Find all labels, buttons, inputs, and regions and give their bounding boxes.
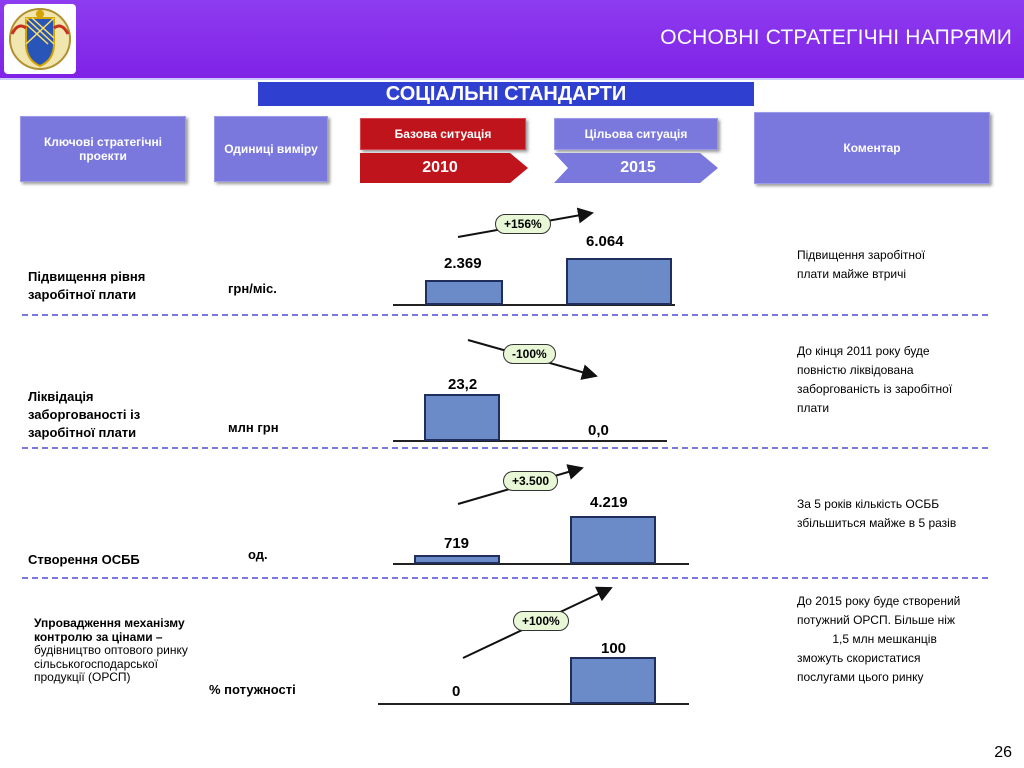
row1-change-badge: +156% (495, 214, 551, 234)
row-divider (22, 314, 988, 316)
row4-label-rest: будівництво оптового ринку сільськогосподарської продукції (ОРСП) (34, 643, 188, 684)
column-header-base (360, 118, 526, 150)
coat-of-arms-logo (4, 4, 76, 74)
row2-change-badge: -100% (503, 344, 556, 364)
row2-unit: млн грн (228, 420, 279, 435)
row3-change-badge: +3.500 (503, 471, 558, 491)
row1-base-value: 2.369 (444, 255, 482, 272)
row2-comment: До кінця 2011 року буде повністю ліквідована заборгованість із заробітної плати (797, 344, 953, 415)
target-year: 2015 (620, 159, 656, 176)
row3-target-value: 4.219 (590, 494, 628, 511)
column-header-units (214, 116, 328, 182)
page-title: ОСНОВНІ СТРАТЕГІЧНІ НАПРЯМИ (660, 26, 1012, 49)
row1-target-value: 6.064 (586, 233, 624, 250)
column-header-comment (754, 112, 990, 184)
row3-unit: од. (248, 547, 268, 562)
row4-comment (797, 592, 969, 687)
section-title: СОЦІАЛЬНІ СТАНДАРТИ (258, 82, 754, 106)
column-header-units-label: Одиниці виміру (224, 142, 318, 156)
row3-base-bar (414, 555, 500, 564)
row3-comment: За 5 років кількість ОСББ збільшиться майже в 5 разів (797, 497, 957, 530)
page-number: 26 (994, 744, 1012, 761)
column-header-target (554, 118, 718, 150)
row4-change-badge: +100% (513, 611, 569, 631)
row1-target-bar (566, 258, 672, 305)
column-header-target-label: Цільова ситуація (584, 127, 688, 141)
row3-target-bar (570, 516, 656, 564)
row3-label: Створення ОСББ (28, 552, 140, 567)
row1-comment: Підвищення заробітної плати майже втричі (797, 248, 926, 281)
column-header-projects-label: Ключові стратегічні проекти (43, 135, 163, 163)
row1-unit: грн/міс. (228, 281, 277, 296)
column-header-comment-label: Коментар (843, 141, 901, 155)
row3-base-value: 719 (444, 535, 470, 552)
base-year: 2010 (422, 159, 458, 176)
row4-label (34, 617, 206, 685)
row4-comment-part1: До 2015 року буде створений потужний ОРСП. Більше ніж (797, 594, 961, 627)
column-header-projects (20, 116, 186, 182)
row-divider (22, 577, 988, 579)
row4-base-value: 0 (452, 683, 461, 700)
row4-label-bold: Упровадження механізму контролю за цінами – (34, 616, 185, 644)
row4-comment-part2: млн мешканців зможуть скористатися послугами цього ринку (797, 632, 937, 684)
row1-base-bar (425, 280, 503, 305)
row2-label: Ліквідація заборгованості із заробітної плати (28, 389, 141, 440)
column-header-base-label: Базова ситуація (394, 127, 492, 141)
row2-base-value: 23,2 (448, 376, 478, 393)
row2-base-bar (424, 394, 500, 441)
row1-label: Підвищення рівня заробітної плати (28, 269, 146, 302)
row4-comment-number: 1,5 (832, 632, 849, 646)
row4-target-bar (570, 657, 656, 704)
row4-unit: % потужності (209, 682, 296, 697)
row2-target-value: 0,0 (588, 422, 609, 439)
row-divider (22, 447, 988, 449)
row4-target-value: 100 (601, 640, 627, 657)
